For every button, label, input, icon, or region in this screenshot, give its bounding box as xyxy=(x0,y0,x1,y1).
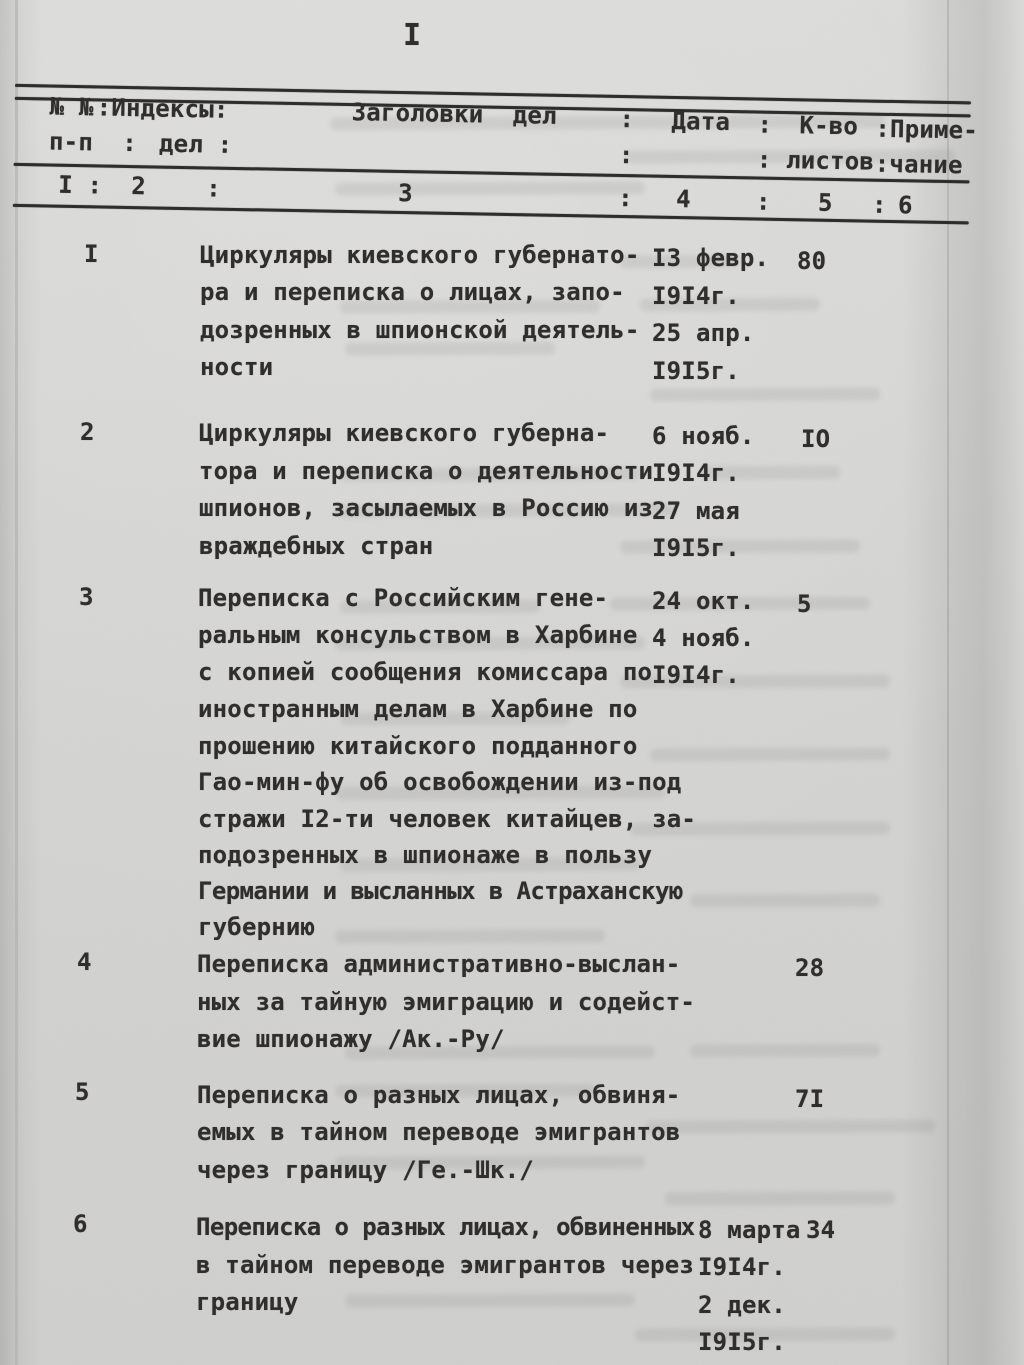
header-no-line1: № № xyxy=(49,92,94,122)
header-colon: : xyxy=(205,174,222,203)
header-colon: : xyxy=(618,140,634,170)
entry-number: I xyxy=(84,240,99,268)
entry-date-line: I9I4г. xyxy=(698,1253,786,1281)
header-date-label: Дата xyxy=(671,106,731,137)
entry-title-line: через границу /Ге.-Шк./ xyxy=(197,1156,534,1184)
entry-number: 6 xyxy=(73,1210,88,1238)
entry-date-line: 25 апр. xyxy=(652,319,755,347)
header-colon: : xyxy=(871,190,887,219)
entry-title-line: вие шпионажу /Ак.-Ру/ xyxy=(197,1025,505,1053)
entry-title-line: с копией сообщения комиссара по xyxy=(198,658,653,686)
entry-sheet-count: 28 xyxy=(795,954,825,982)
entry-title-line: тора и переписка о деятельности xyxy=(199,457,654,485)
entry-title-line: ных за тайную эмиграцию и содейст- xyxy=(197,988,696,1016)
entry-title-line: в тайном переводе эмигрантов через xyxy=(196,1251,695,1279)
header-note-line2: :чание xyxy=(874,149,963,180)
entry-sheet-count: IO xyxy=(801,425,831,453)
entry-title-line: емых в тайном переводе эмигрантов xyxy=(197,1118,681,1146)
entry-title-line: Переписка о разных лицах, обвиня- xyxy=(197,1081,681,1109)
entry-date-line: 24 окт. xyxy=(652,587,755,615)
column-number: 5 xyxy=(817,188,833,217)
page-number: I xyxy=(403,18,422,53)
entry-title-line: Переписка с Российским гене- xyxy=(198,584,609,612)
header-titles-label: Заголовки дел xyxy=(351,98,557,130)
entry-title-line: ности xyxy=(200,353,274,381)
column-number: 3 xyxy=(397,178,414,208)
entry-title-line: подозренных в шпионаже в пользу xyxy=(198,841,653,869)
entry-title-line: границу xyxy=(196,1288,299,1316)
entry-sheet-count: 80 xyxy=(797,247,827,275)
header-no-line2: п-п : xyxy=(48,127,138,158)
entry-title-line: Циркуляры киевского губернато- xyxy=(200,241,640,269)
entry-number: 4 xyxy=(77,948,92,976)
entry-title-line: враждебных стран xyxy=(199,532,434,560)
entry-date-line: I9I5г. xyxy=(698,1328,786,1356)
entry-sheet-count: 34 xyxy=(806,1216,836,1244)
header-count-line2: : листов xyxy=(756,145,875,176)
header-colon: : xyxy=(757,110,773,139)
column-number: 2 xyxy=(131,172,147,201)
entry-title-line: Переписка о разных лицах, обвиненных xyxy=(196,1213,695,1241)
entry-date-line: I9I4г. xyxy=(652,282,740,310)
header-count-line1: К-во xyxy=(799,111,859,141)
entry-title-line: губернию xyxy=(198,913,316,941)
entry-title-line: ра и переписка о лицах, запо- xyxy=(200,278,625,306)
entry-date-line: 27 мая xyxy=(652,497,740,525)
header-colon: : xyxy=(617,183,634,213)
entry-date-line: 6 нояб. xyxy=(652,422,755,450)
entry-sheet-count: 7I xyxy=(795,1085,825,1113)
entry-date-line: I9I5г. xyxy=(652,534,740,562)
column-number: 4 xyxy=(675,185,692,214)
entry-date-line: I9I5г. xyxy=(652,357,740,385)
entry-date-line: 4 нояб. xyxy=(652,624,755,652)
entry-title-line: Переписка административно-выслан- xyxy=(197,950,681,978)
header-index-line2: дел : xyxy=(158,129,233,159)
entry-title-line: Германии и высланных в Астраханскую xyxy=(198,877,683,905)
header-note-line1: :Приме- xyxy=(875,114,979,145)
header-colon: : xyxy=(619,104,635,134)
entry-title-line: шпионов, засылаемых в Россию из xyxy=(199,494,654,522)
entry-date-line: 8 марта xyxy=(698,1216,801,1244)
header-index-line1: :Индексы: xyxy=(96,93,229,124)
entry-title-line: прошению китайского подданного xyxy=(198,732,638,760)
entry-title-line: дозренных в шпионской деятель- xyxy=(200,316,640,344)
entry-date-line: I3 февр. xyxy=(652,244,770,272)
column-number: I : xyxy=(58,170,103,200)
entry-number: 5 xyxy=(75,1078,90,1106)
entry-date-line: 2 дек. xyxy=(698,1291,786,1319)
entry-number: 2 xyxy=(80,418,95,446)
entry-date-line: I9I4г. xyxy=(652,459,740,487)
entry-title-line: стражи I2-ти человек китайцев, за- xyxy=(198,805,697,833)
entry-number: 3 xyxy=(79,583,94,611)
header-colon: : xyxy=(755,187,771,216)
entry-sheet-count: 5 xyxy=(797,590,812,618)
entry-title-line: Гао-мин-фу об освобождении из-под xyxy=(198,768,682,796)
entry-date-line: I9I4г. xyxy=(652,661,740,689)
entry-title-line: ральным консульством в Харбине xyxy=(198,621,638,649)
entry-title-line: Циркуляры киевского губерна- xyxy=(199,419,610,447)
table-header xyxy=(0,0,1024,248)
column-number: 6 xyxy=(897,191,913,220)
entry-title-line: иностранным делам в Харбине по xyxy=(198,695,638,723)
